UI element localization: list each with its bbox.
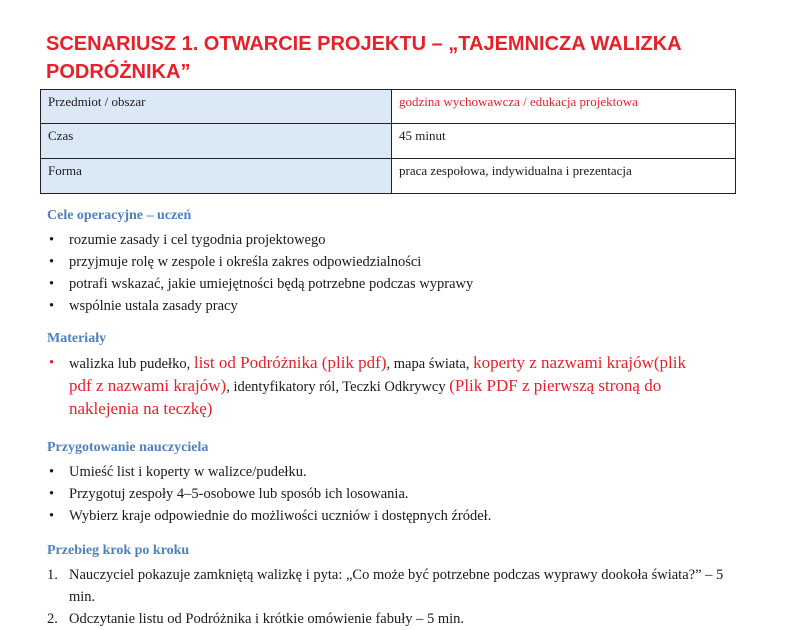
materials-text-red: koperty z nazwami krajów(plik pdf z nazwami krajów) (69, 353, 686, 395)
list-item (47, 564, 727, 608)
materials-text: , mapa świata, (386, 356, 474, 372)
materials-heading: Materiały (47, 331, 107, 346)
materials-text-red: list od Podróżnika (plik pdf) (193, 353, 387, 372)
list-item: • przyjmuje rolę w zespole i określa zakres odpowiedzialności (47, 251, 473, 273)
preparation-heading: Przygotowanie nauczyciela (47, 440, 209, 455)
step-text: Nauczyciel pokazuje zamkniętą walizkę i pyta: „Co może być potrzebne podczas wyprawy dookoła świata?” – 5 min. (69, 567, 724, 605)
table-label-cell: Forma (41, 159, 392, 194)
step-text: Odczytanie listu od Podróżnika i krótkie omówienie fabuły – 5 min. (69, 611, 465, 627)
materials-text: walizka lub pudełko, (69, 356, 194, 372)
table-row (41, 90, 736, 124)
table-value-cell: 45 minut (392, 124, 736, 159)
materials-text: , identyfikatory ról, Teczki Odkrywcy (226, 379, 450, 395)
table-row (41, 124, 736, 159)
list-item (47, 352, 687, 421)
goals-heading: Cele operacyjne – uczeń (47, 208, 192, 223)
list-item: • wspólnie ustala zasady pracy (47, 295, 473, 317)
list-item: • Przygotuj zespoły 4–5-osobowe lub sposób ich losowania. (47, 483, 491, 505)
preparation-list (47, 461, 491, 527)
goals-list (47, 229, 473, 317)
step-number: 1. (47, 567, 58, 583)
table-value-cell: godzina wychowawcza / edukacja projektowa (392, 90, 736, 124)
list-item: • Umieść list i koperty w walizce/pudełku. (47, 461, 491, 483)
materials-text-red: (Plik PDF z pierwszą stroną do naklejenia na teczkę) (69, 376, 662, 418)
steps-list (47, 564, 727, 630)
list-item: • Wybierz kraje odpowiednie do możliwości uczniów i dostępnych źródeł. (47, 505, 491, 527)
step-number: 2. (47, 611, 58, 627)
materials-list (47, 352, 687, 421)
info-table (40, 89, 736, 194)
table-label-cell: Przedmiot / obszar (41, 90, 392, 124)
table-row (41, 159, 736, 194)
steps-heading: Przebieg krok po kroku (47, 543, 190, 558)
list-item (47, 608, 727, 630)
list-item: • rozumie zasady i cel tygodnia projektowego (47, 229, 473, 251)
table-label-cell: Czas (41, 124, 392, 159)
page-title: SCENARIUSZ 1. OTWARCIE PROJEKTU – „TAJEMNICZA WALIZKA PODRÓŻNIKA” (46, 33, 681, 83)
list-item: • potrafi wskazać, jakie umiejętności będą potrzebne podczas wyprawy (47, 273, 473, 295)
table-value-cell: praca zespołowa, indywidualna i prezentacja (392, 159, 736, 194)
